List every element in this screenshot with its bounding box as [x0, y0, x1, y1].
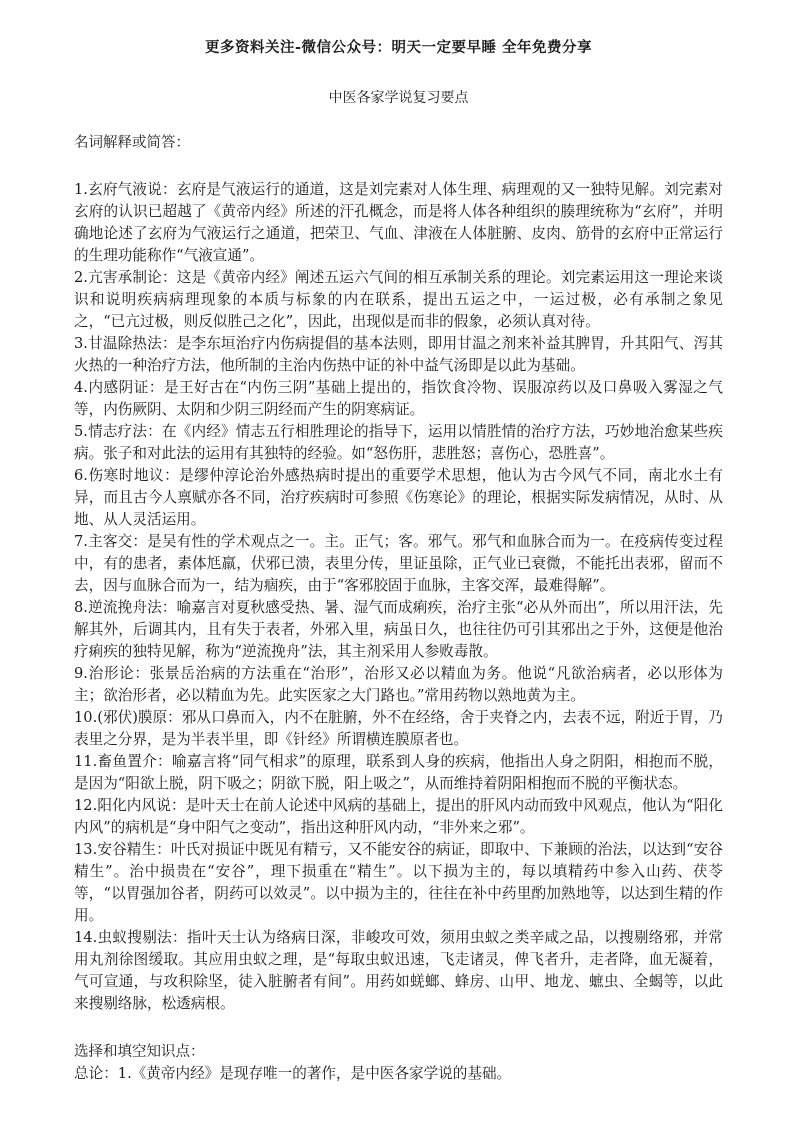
- overview-paragraph: 总论：1.《黄帝内经》是现存唯一的著作，是中医各家学说的基础。: [74, 1065, 512, 1082]
- term-item: [74, 179, 723, 267]
- term-number: 10.: [74, 709, 98, 726]
- term-number: 7.: [74, 533, 88, 550]
- term-item: [74, 597, 723, 663]
- term-item: [74, 795, 723, 839]
- term-item: [74, 531, 723, 597]
- document-title: 中医各家学说复习要点: [328, 90, 469, 106]
- term-number: 3.: [74, 335, 88, 352]
- term-item: [74, 707, 723, 751]
- section-heading-terms: 名词解释或简答：: [74, 135, 190, 151]
- term-number: 9.: [74, 665, 88, 682]
- term-number: 14.: [74, 929, 98, 946]
- term-text: 亢害承制论：这是《黄帝内经》阐述五运六气间的相互承制关系的理论。刘完素运用这一理论来谈识和说明疾病病理现象的本质与标象的内在联系，提出五运之中，一运过极，必有承制之象见之，“已亢过极，则反似胜己之化”，因此，出现似是而非的假象，必须认真对待。: [74, 269, 723, 330]
- terms-list: [74, 179, 723, 1015]
- term-text: 玄府气液说：玄府是气液运行的通道，这是刘完素对人体生理、病理观的又一独特见解。刘完素对玄府的认识已超越了《黄帝内经》所述的汗孔概念，而是将人体各种组织的腠理统称为“玄府”，并明确地论述了玄府为气液运行之通道，把荣卫、气血、津液在人体脏腑、皮肉、筋骨的玄府中正常运行的生理功能称作“气液宣通”。: [74, 181, 723, 264]
- term-number: 5.: [74, 423, 88, 440]
- term-text: 内感阴证：是王好古在“内伤三阴”基础上提出的，指饮食冷物、误服凉药以及口鼻吸入雾湿之气等，内伤厥阴、太阴和少阴三阴经而产生的阴寒病证。: [74, 379, 723, 418]
- term-text: 伤寒时地议：是缪仲淳论治外感热病时提出的重要学术思想，他认为古今风气不同，南北水土有异，而且古今人禀赋亦各不同，治疗疾病时可参照《伤寒论》的理论，根据实际发病情况，从时、从地、从人灵活运用。: [74, 467, 723, 528]
- term-text: 逆流挽舟法：喻嘉言对夏秋感受热、暑、湿气而成痢疾，治疗主张“必从外而出”，所以用汗法，先解其外，后调其内，且有失于表者，外邪入里，病虽日久，也往往仍可引其邪出之于外，这便是他治疗痢疾的独特见解，称为“逆流挽舟”法，其主剂采用人参败毒散。: [74, 599, 723, 660]
- term-item: [74, 751, 723, 795]
- term-number: 8.: [74, 599, 88, 616]
- term-number: 12.: [74, 797, 98, 814]
- header-banner: 更多资料关注-微信公众号：明天一定要早睡 全年免费分享: [204, 39, 593, 56]
- term-item: [74, 267, 723, 333]
- term-text: 虫蚁搜剔法：指叶天士认为络病日深，非峻攻可效，须用虫蚁之类辛咸之品，以搜剔络邪，并常用丸剂徐图缓取。其应用虫蚁之理，是“每取虫蚁迅速，飞走诸灵，俾飞者升，走者降，血无凝着，气可宣通，与攻积除坚，徒入脏腑者有间”。用药如蜣螂、蜂房、山甲、地龙、蟅虫、全蝎等，以此来搜剔络脉，松透病根。: [74, 929, 723, 1012]
- term-item: [74, 333, 723, 377]
- term-number: 4.: [74, 379, 88, 396]
- term-text: 治形论：张景岳治病的方法重在“治形”，治形又必以精血为务。他说“凡欲治病者，必以形体为主；欲治形者，必以精血为先。此实医家之大门路也。”常用药物以熟地黄为主。: [74, 665, 723, 704]
- term-item: [74, 839, 723, 927]
- term-number: 2.: [74, 269, 88, 286]
- term-number: 1.: [74, 181, 88, 198]
- term-text: 阳化内风说：是叶天士在前人论述中风病的基础上，提出的肝风内动而致中风观点，他认为“阳化内风”的病机是“身中阳气之变动”，指出这种肝风内动，“非外来之邪”。: [74, 797, 723, 836]
- term-number: 11.: [74, 753, 98, 770]
- term-item: [74, 663, 723, 707]
- term-text: 安谷精生：叶氏对损证中既见有精亏，又不能安谷的病证，即取中、下兼顾的治法，以达到“安谷精生”。治中损贵在“安谷”，理下损重在“精生”。以下损为主的，每以填精药中参入山药、茯苓等，“以胃强加谷者，阴药可以效灵”。以中损为主的，往往在补中药里酌加熟地等，以达到生精的作用。: [74, 841, 723, 924]
- term-number: 13.: [74, 841, 98, 858]
- term-text: 情志疗法：在《内经》情志五行相胜理论的指导下，运用以情胜情的治疗方法，巧妙地治愈某些疾病。张子和对此法的运用有其独特的经验。如“怒伤肝，悲胜怒；喜伤心，恐胜喜”。: [74, 423, 723, 462]
- term-text: 畜鱼置介：喻嘉言将“同气相求”的原理，联系到人身的疾病，他指出人身之阴阳，相抱而不脱，是因为“阳欲上脱，阴下吸之；阴欲下脱，阳上吸之”，从而维持着阴阳相抱而不脱的平衡状态。: [74, 753, 723, 792]
- term-item: [74, 421, 723, 465]
- term-item: [74, 927, 723, 1015]
- term-text: (邪伏)膜原：邪从口鼻而入，内不在脏腑，外不在经络，舍于夹脊之内，去表不远，附近于胃，乃表里之分界，是为半表半里，即《针经》所谓横连膜原者也。: [74, 709, 723, 748]
- term-number: 6.: [74, 467, 88, 484]
- term-item: [74, 465, 723, 531]
- term-item: [74, 377, 723, 421]
- section-heading-choices: 选择和填空知识点：: [74, 1044, 205, 1060]
- term-text: 甘温除热法：是李东垣治疗内伤病提倡的基本法则，即用甘温之剂来补益其脾胃，升其阳气、泻其火热的一种治疗方法，他所制的主治内伤热中证的补中益气汤即是以此为基础。: [74, 335, 723, 374]
- term-text: 主客交：是吴有性的学术观点之一。主。正气；客。邪气。邪气和血脉合而为一。在疫病传变过程中，有的患者，素体尪羸，伏邪已溃，表里分传，里证虽除，正气业已衰微，不能托出表邪，留而不去，因与血脉合而为一，结为痼疾，由于“客邪胶固于血脉，主客交浑，最难得解”。: [74, 533, 723, 594]
